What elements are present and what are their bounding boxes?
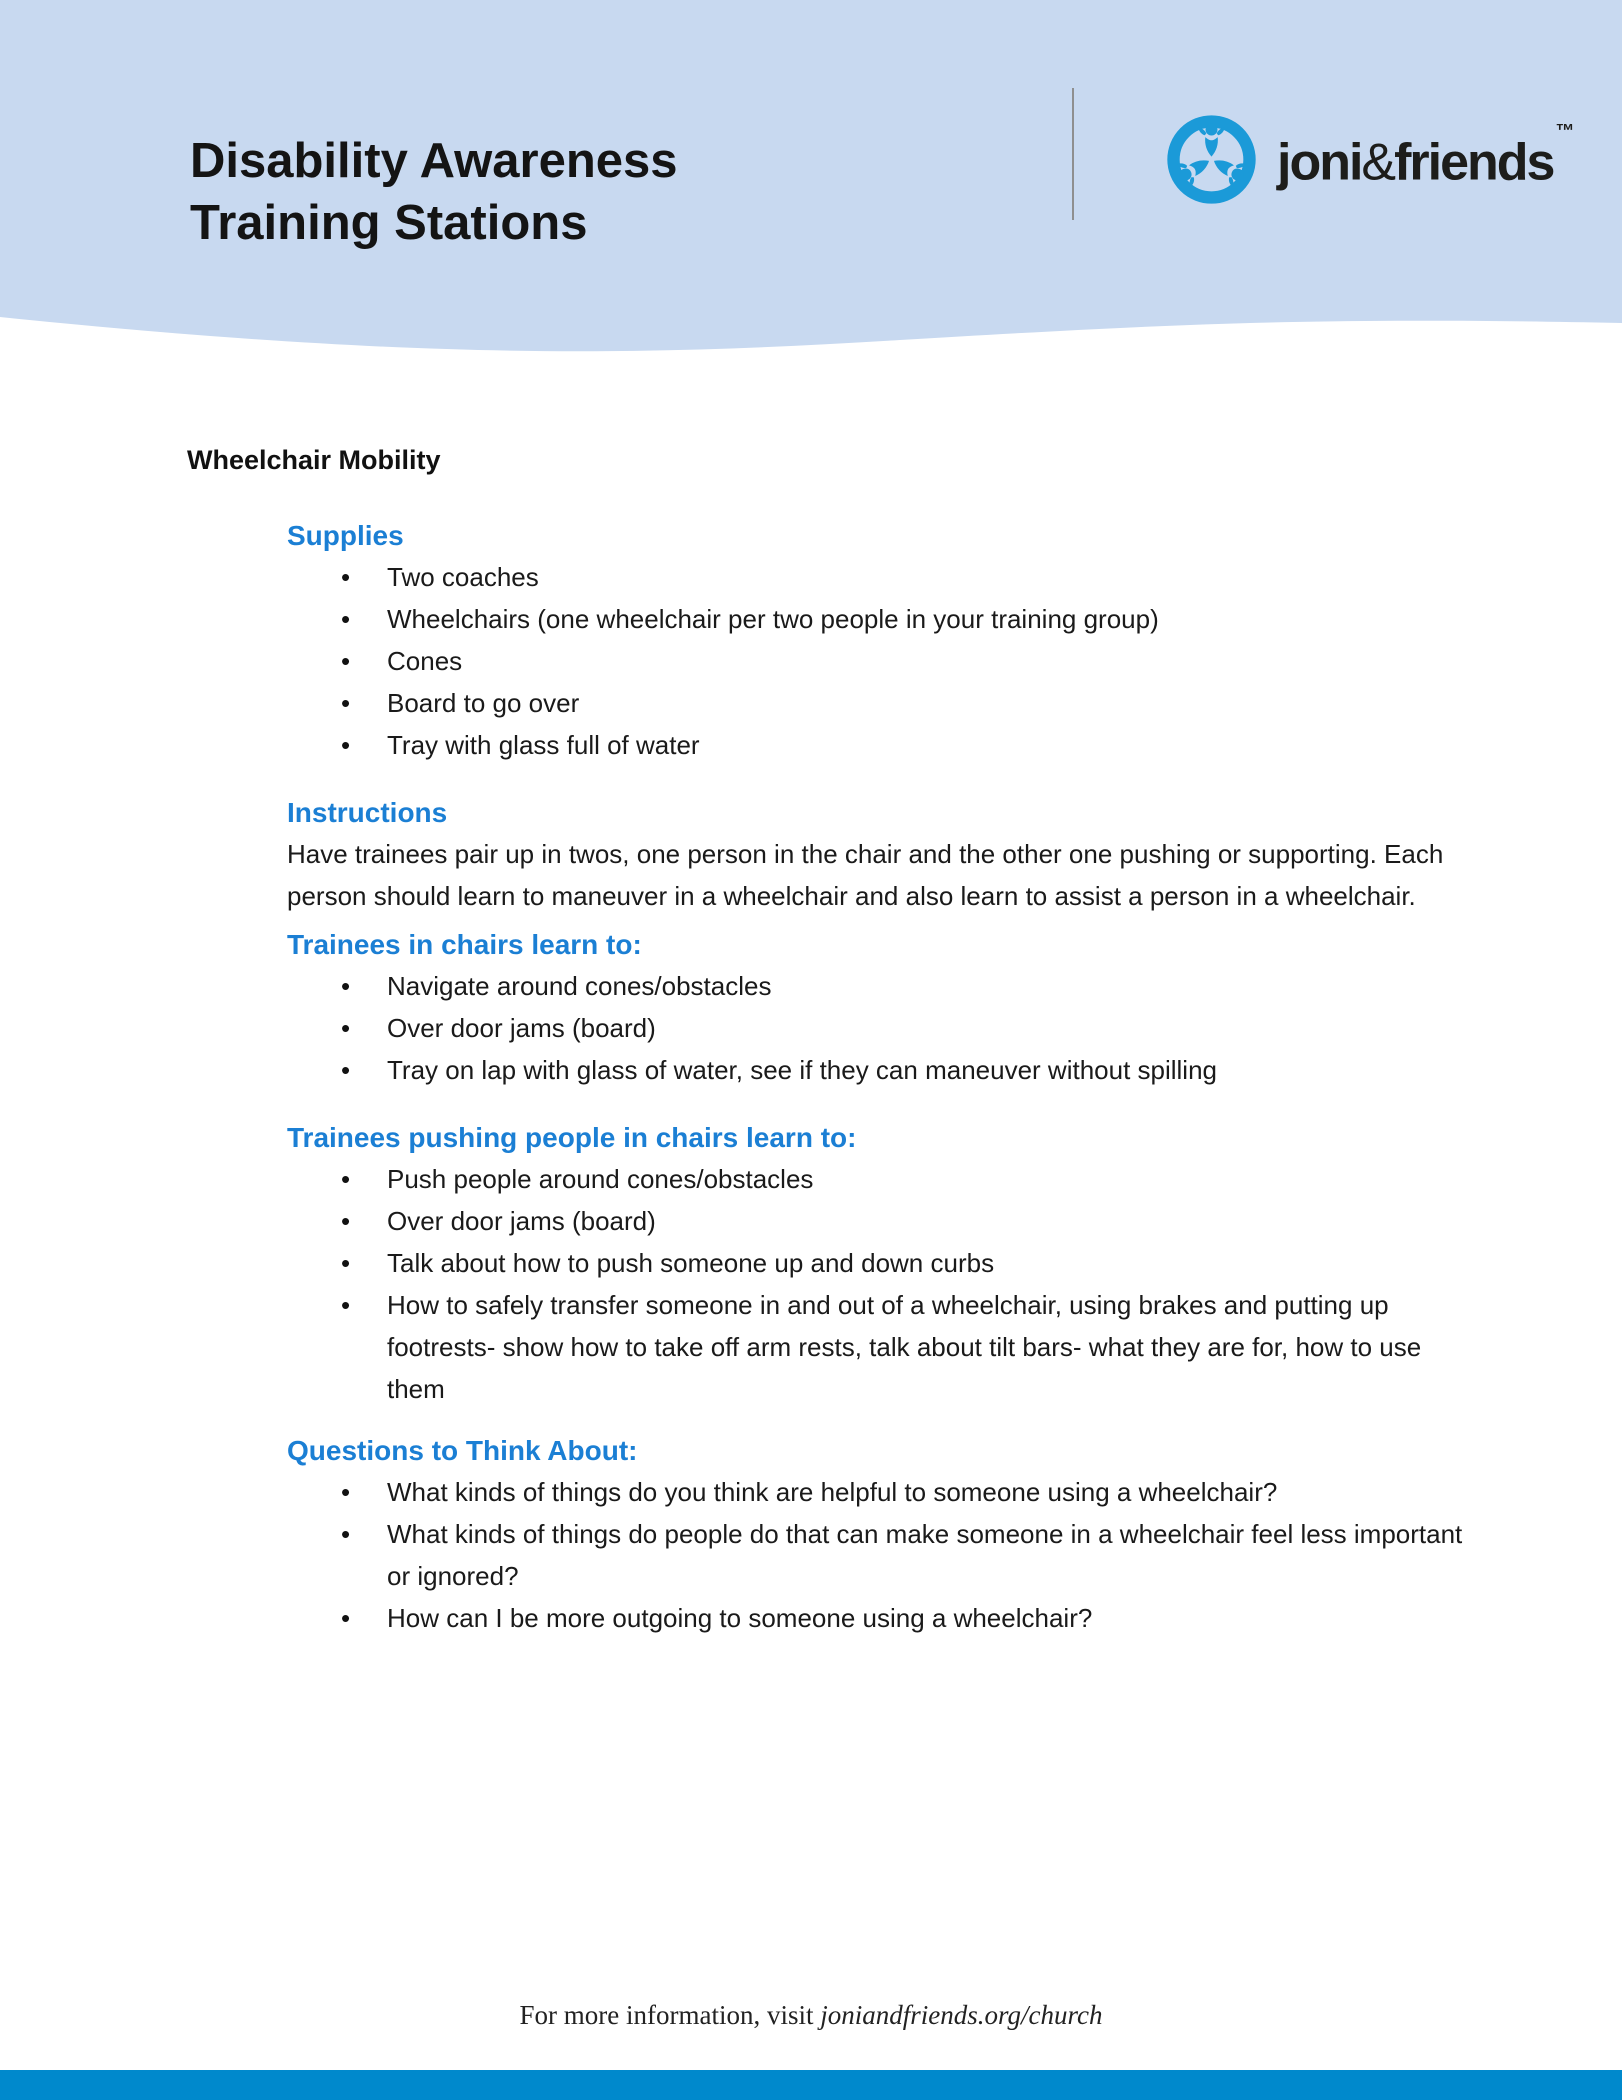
trademark-symbol: ™ <box>1555 121 1575 142</box>
brand-wordmark-joni: joni <box>1277 133 1362 192</box>
brand-wordmark-ampersand: & <box>1361 133 1395 192</box>
section-questions-to-think-about <box>287 1433 1487 1639</box>
bullet-icon: • <box>341 730 351 760</box>
bullet-item-text: Push people around cones/obstacles <box>387 1164 814 1194</box>
bullet-icon: • <box>341 1248 351 1278</box>
section-trainees-pushing-people-in-chairs-learn-to <box>287 1120 1487 1410</box>
footer-url: joniandfriends.org/church <box>820 2000 1103 2030</box>
bullet-item-text: What kinds of things do you think are helpful to someone using a wheelchair? <box>387 1477 1278 1507</box>
bullet-item-text: Wheelchairs (one wheelchair per two people in your training group) <box>387 604 1159 634</box>
bullet-icon: • <box>341 1055 351 1085</box>
bullet-list <box>287 965 1487 1091</box>
bullet-icon: • <box>341 1290 351 1320</box>
document-body <box>187 443 1487 1639</box>
bullet-item-text: Over door jams (board) <box>387 1013 656 1043</box>
bullet-item-text: Two coaches <box>387 562 539 592</box>
bullet-item <box>287 1242 1477 1284</box>
bullet-item-text: Talk about how to push someone up and down curbs <box>387 1248 995 1278</box>
brand-wordmark-friends: friends <box>1394 133 1554 192</box>
bullet-item <box>287 965 1477 1007</box>
bullet-item <box>287 640 1477 682</box>
bullet-icon: • <box>341 604 351 634</box>
joni-friends-logo-icon <box>1164 112 1259 207</box>
bullet-item <box>287 1284 1477 1410</box>
bullet-icon: • <box>341 1477 351 1507</box>
bullet-icon: • <box>341 1603 351 1633</box>
section-heading: Trainees in chairs learn to: <box>287 929 642 960</box>
bullet-item <box>287 1200 1477 1242</box>
bullet-item-text: Tray on lap with glass of water, see if they can maneuver without spilling <box>387 1055 1218 1085</box>
bullet-item <box>287 1049 1477 1091</box>
bullet-item-text: What kinds of things do people do that can make someone in a wheelchair feel less important or ignored? <box>387 1519 1463 1591</box>
bullet-icon: • <box>341 1206 351 1236</box>
section-heading: Trainees pushing people in chairs learn to: <box>287 1122 857 1153</box>
station-title: Wheelchair Mobility <box>187 445 441 475</box>
section-heading: Questions to Think About: <box>287 1435 638 1466</box>
bullet-item-text: Board to go over <box>387 688 580 718</box>
footer-accent-bar <box>0 2070 1622 2100</box>
bullet-item-text: Tray with glass full of water <box>387 730 700 760</box>
bullet-list <box>287 1158 1487 1410</box>
brand-wordmark <box>1277 108 1575 210</box>
bullet-item-text: Navigate around cones/obstacles <box>387 971 772 1001</box>
bullet-item <box>287 1597 1477 1639</box>
section-heading: Supplies <box>287 520 404 551</box>
bullet-icon: • <box>341 688 351 718</box>
bullet-item-text: Cones <box>387 646 463 676</box>
bullet-item-text: How to safely transfer someone in and out of a wheelchair, using brakes and putting up footrests- show how to take off arm rests, talk about tilt bars- what they are for, how to use them <box>387 1290 1422 1404</box>
bullet-item <box>287 556 1477 598</box>
bullet-icon: • <box>341 646 351 676</box>
bullet-list <box>287 1471 1487 1639</box>
bullet-icon: • <box>341 971 351 1001</box>
bullet-item <box>287 598 1477 640</box>
bullet-icon: • <box>341 1519 351 1549</box>
section-paragraph: Have trainees pair up in twos, one person in the chair and the other one pushing or supporting. Each person should learn to maneuver in a wheelchair and also learn to assist a person in a wheelchair. <box>287 839 1444 911</box>
header-divider <box>1072 88 1074 220</box>
bullet-item <box>287 682 1477 724</box>
footer-note-text: For more information, visit <box>519 2000 821 2030</box>
bullet-icon: • <box>341 562 351 592</box>
bullet-icon: • <box>341 1013 351 1043</box>
bullet-icon: • <box>341 1164 351 1194</box>
sections-container <box>187 518 1487 1639</box>
header-banner <box>0 0 1622 365</box>
bullet-item-text: How can I be more outgoing to someone using a wheelchair? <box>387 1603 1093 1633</box>
document-title-line2: Training Stations <box>190 196 588 250</box>
bullet-item-text: Over door jams (board) <box>387 1206 656 1236</box>
bullet-item <box>287 1471 1477 1513</box>
brand-logo <box>1164 108 1575 210</box>
bullet-item <box>287 1513 1477 1597</box>
footer-note <box>0 1998 1622 2032</box>
section-heading: Instructions <box>287 797 448 828</box>
bullet-item <box>287 1158 1477 1200</box>
bullet-item <box>287 724 1477 766</box>
bullet-list <box>287 556 1487 766</box>
section-supplies <box>287 518 1487 766</box>
section-trainees-in-chairs-learn-to <box>287 927 1487 1091</box>
bullet-item <box>287 1007 1477 1049</box>
section-instructions <box>287 795 1487 917</box>
document-title-line1: Disability Awareness <box>190 134 678 188</box>
document-title <box>190 130 678 254</box>
